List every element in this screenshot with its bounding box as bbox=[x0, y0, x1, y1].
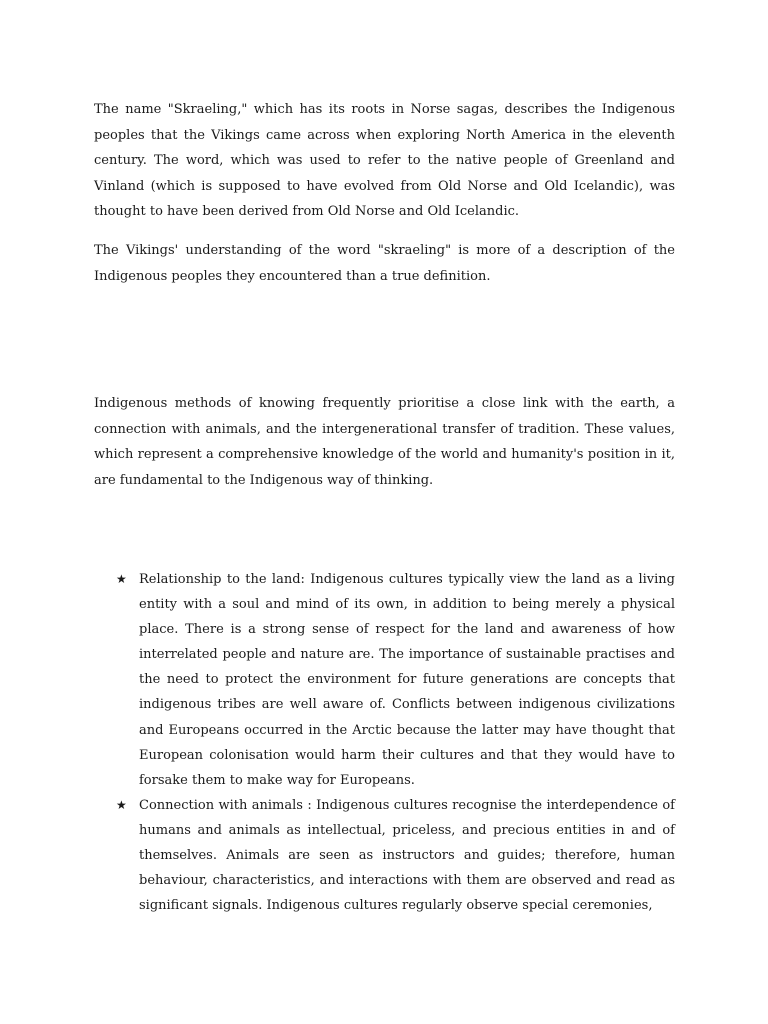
list-item-text: Connection with animals : Indigenous cultures recognise the interdependence of humans and animals as intellectual, priceless, and precious entities in and of themselves. Animals are seen as instructors and guides; therefore, human behaviour, characteristics, and interactions with them are observed and read as significant signals. Indigenous cultures regularly observe special ceremonies, bbox=[139, 797, 675, 914]
list-item-relationship-to-land bbox=[94, 567, 675, 793]
paragraph-indigenous-knowing: Indigenous methods of knowing frequently prioritise a close link with the earth, a connection with animals, and the intergenerational transfer of tradition. These values, which represent a comprehensive knowledge of the world and humanity's position in it, are fundamental to the Indigenous way of thinking. bbox=[94, 396, 675, 488]
list-item-text: Relationship to the land: Indigenous cultures typically view the land as a living entity with a soul and mind of its own, in addition to being merely a physical place. There is a strong sense of respect for the land and awareness of how interrelated people and nature are. The importance of sustainable practises and the need to protect the environment for future generations are concepts that indigenous tribes are well aware of. Conflicts between indigenous civilizations and Europeans occurred in the Arctic because the latter may have thought that European colonisation would harm their cultures and that they would have to forsake them to make way for Europeans. bbox=[139, 572, 675, 788]
star-bullet-icon: ★ bbox=[116, 797, 127, 812]
values-bullet-list bbox=[94, 567, 675, 918]
list-item-connection-with-animals bbox=[94, 793, 675, 918]
star-bullet-icon: ★ bbox=[116, 572, 127, 586]
paragraph-skraeling-origin: The name "Skraeling," which has its roots in Norse sagas, describes the Indigenous peoples that the Vikings came across when exploring North America in the eleventh century. The word, which was used to refer to the native people of Greenland and Vinland (which is supposed to have evolved from Old Norse and Old Icelandic), was thought to have been derived from Old Norse and Old Icelandic. bbox=[94, 102, 675, 219]
paragraph-viking-understanding: The Vikings' understanding of the word "skraeling" is more of a description of the Indigenous peoples they encountered than a true definition. bbox=[94, 243, 675, 284]
